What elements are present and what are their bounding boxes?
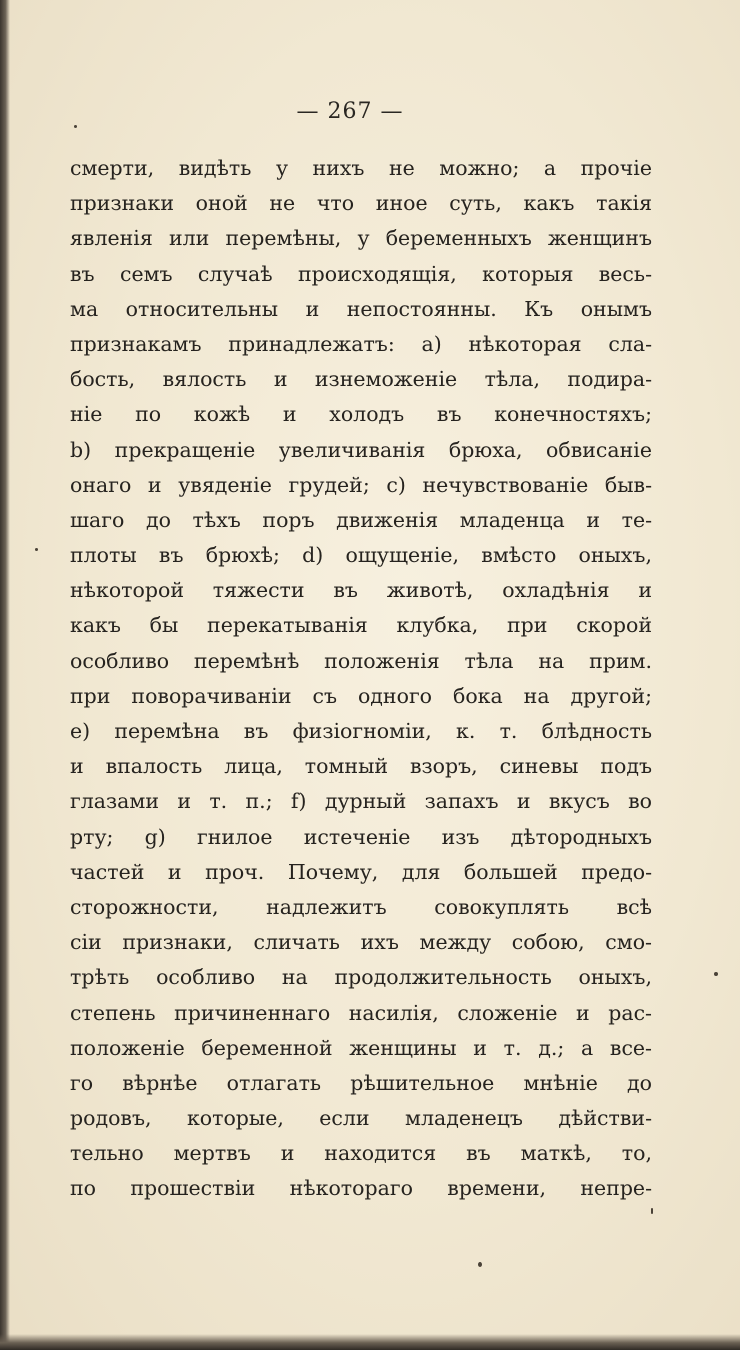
text-line: явленія или перемѣны, у беременныхъ женщинъ xyxy=(70,226,652,251)
text-line: го вѣрнѣе отлагать рѣшительное мнѣніе до xyxy=(70,1070,652,1095)
binding-edge xyxy=(0,0,10,1350)
text-line: родовъ, которые, если младенецъ дѣйстви- xyxy=(70,1106,652,1131)
text-line: какъ бы перекатыванія клубка, при скорой xyxy=(70,613,652,638)
text-line: положеніе беременной женщины и т. д.; а все- xyxy=(70,1035,652,1060)
text-line: нѣкоторой тяжести въ животѣ, охладѣнія и xyxy=(70,578,652,603)
ink-speck xyxy=(651,1208,653,1214)
text-line: глазами и т. п.; f) дурный запахъ и вкусъ во xyxy=(70,789,652,814)
text-line: бость, вялость и изнеможеніе тѣла, подира- xyxy=(70,367,652,392)
text-line: степень причиненнаго насилія, сложеніе и рас- xyxy=(70,1000,652,1025)
text-line: ніе по кожѣ и холодъ въ конечностяхъ; xyxy=(70,402,652,427)
ink-speck xyxy=(478,1262,482,1267)
text-line: сіи признаки, сличать ихъ между собою, смо- xyxy=(70,930,652,955)
text-line: тельно мертвъ и находится въ маткѣ, то, xyxy=(70,1141,652,1166)
text-line: въ семъ случаѣ происходящія, которыя весь- xyxy=(70,261,652,286)
text-line: частей и проч. Почему, для большей предо- xyxy=(70,859,652,884)
text-line: смерти, видѣть у нихъ не можно; а прочіе xyxy=(70,156,652,180)
text-line: рту; g) гнилое истеченіе изъ дѣторoдныхъ xyxy=(70,824,652,849)
text-line: и впалость лица, томный взоръ, синевы подъ xyxy=(70,754,652,779)
page-body-text xyxy=(70,151,652,1207)
text-line: сторожности, надлежитъ совокуплять всѣ xyxy=(70,894,652,919)
text-line: по прошествіи нѣкотораго времени, непре- xyxy=(70,1176,652,1201)
text-line: b) прекращеніе увеличиванія брюха, обвисаніе xyxy=(70,437,652,462)
text-line: ма относительны и непостоянны. Къ онымъ xyxy=(70,296,652,321)
ink-speck xyxy=(74,125,77,128)
text-line: онаго и увяденіе грудей; с) нечувствованіе быв- xyxy=(70,472,652,497)
text-line: шаго до тѣхъ поръ движенія младенца и те- xyxy=(70,507,652,532)
page-number-header: — 267 — xyxy=(296,99,404,124)
text-line: трѣть особливо на продолжительность оныхъ, xyxy=(70,965,652,990)
ink-speck xyxy=(35,548,38,551)
text-line: признаки оной не что иное суть, какъ такія xyxy=(70,191,652,216)
text-line: плоты въ брюхѣ; d) ощущеніе, вмѣсто оныхъ, xyxy=(70,543,652,568)
text-line: при поворачиваніи съ одного бока на другой; xyxy=(70,683,652,708)
ink-speck xyxy=(714,972,718,976)
text-line: особливо перемѣнѣ положенія тѣла на прим. xyxy=(70,648,652,673)
text-line: е) перемѣна въ физіогноміи, к. т. блѣдность xyxy=(70,719,652,743)
page-bottom-edge xyxy=(0,1334,740,1350)
text-line: признакамъ принадлежатъ: а) нѣкоторая сла- xyxy=(70,331,652,356)
